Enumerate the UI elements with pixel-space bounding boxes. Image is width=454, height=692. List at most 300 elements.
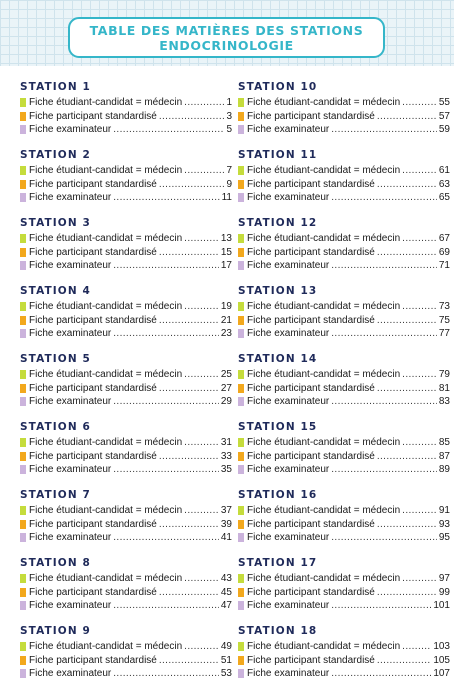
- page-number: 21: [220, 314, 232, 326]
- toc-entry[interactable]: [238, 327, 450, 341]
- page-number: 25: [220, 369, 232, 380]
- entry-label: Fiche étudiant-candidat = médecin: [247, 165, 401, 176]
- right-column: [238, 80, 450, 692]
- station-title: STATION 7: [20, 489, 91, 501]
- station-block: [238, 352, 450, 420]
- page-number: 53: [220, 668, 232, 680]
- entry-label: Fiche étudiant-candidat = médecin: [29, 573, 183, 584]
- toc-entry[interactable]: [20, 110, 232, 124]
- dot-leader: [331, 191, 437, 205]
- station-block: [238, 420, 450, 488]
- dot-leader: [159, 450, 219, 464]
- entry-label: Fiche examinateur: [247, 532, 330, 544]
- entry-label: Fiche participant standardisé: [247, 518, 375, 530]
- dot-leader: [377, 110, 437, 124]
- color-marker-icon: [20, 574, 26, 583]
- page-number: 65: [438, 192, 450, 204]
- dot-leader: [331, 395, 437, 409]
- page-number: 77: [438, 328, 450, 340]
- page-number: 23: [220, 328, 232, 340]
- page-number: 55: [438, 97, 450, 108]
- color-marker-icon: [238, 125, 244, 134]
- entry-label: Fiche participant standardisé: [29, 246, 157, 258]
- dot-leader: [377, 382, 437, 396]
- color-marker-icon: [238, 506, 244, 515]
- toc-entry[interactable]: [20, 395, 232, 409]
- station-title: STATION 10: [238, 81, 318, 93]
- entry-label: Fiche étudiant-candidat = médecin: [29, 301, 183, 312]
- color-marker-icon: [238, 180, 244, 189]
- dot-leader: [184, 436, 219, 450]
- toc-entry[interactable]: [20, 572, 232, 586]
- page-number: 101: [433, 600, 450, 612]
- toc-entry[interactable]: [238, 599, 450, 613]
- dot-leader: [113, 599, 219, 613]
- color-marker-icon: [238, 397, 244, 406]
- dot-leader: [184, 300, 219, 314]
- color-marker-icon: [238, 588, 244, 597]
- toc-entry[interactable]: [238, 463, 450, 477]
- dot-leader: [184, 96, 224, 110]
- dot-leader: [331, 667, 431, 681]
- color-marker-icon: [20, 234, 26, 243]
- page-number: 69: [438, 246, 450, 258]
- page-number: 35: [220, 464, 232, 476]
- color-marker-icon: [20, 452, 26, 461]
- station-block: [238, 80, 450, 148]
- entry-label: Fiche étudiant-candidat = médecin: [247, 301, 401, 312]
- dot-leader: [377, 178, 437, 192]
- color-marker-icon: [20, 316, 26, 325]
- entry-label: Fiche examinateur: [29, 260, 112, 272]
- toc-entry[interactable]: [238, 246, 450, 260]
- color-marker-icon: [238, 193, 244, 202]
- station-title: STATION 16: [238, 489, 318, 501]
- toc-entry[interactable]: [20, 382, 232, 396]
- dot-leader: [159, 586, 219, 600]
- entry-label: Fiche étudiant-candidat = médecin: [29, 641, 183, 652]
- color-marker-icon: [20, 166, 26, 175]
- page-number: 73: [438, 301, 450, 312]
- page-number: 85: [438, 437, 450, 448]
- dot-leader: [113, 191, 219, 205]
- dot-leader: [159, 110, 225, 124]
- entry-label: Fiche examinateur: [247, 124, 330, 136]
- toc-entry[interactable]: [20, 531, 232, 545]
- dot-leader: [159, 654, 219, 668]
- station-block: [20, 284, 232, 352]
- toc-entry[interactable]: [238, 300, 450, 314]
- color-marker-icon: [20, 302, 26, 311]
- entry-label: Fiche participant standardisé: [247, 450, 375, 462]
- color-marker-icon: [238, 261, 244, 270]
- toc-entry[interactable]: [238, 504, 450, 518]
- station-title: STATION 12: [238, 217, 318, 229]
- dot-leader: [113, 259, 219, 273]
- toc-entry[interactable]: [20, 518, 232, 532]
- dot-leader: [184, 504, 219, 518]
- entry-label: Fiche participant standardisé: [29, 518, 157, 530]
- toc-entry[interactable]: [20, 654, 232, 668]
- color-marker-icon: [238, 642, 244, 651]
- dot-leader: [159, 246, 219, 260]
- dot-leader: [113, 463, 219, 477]
- color-marker-icon: [238, 302, 244, 311]
- color-marker-icon: [20, 438, 26, 447]
- color-marker-icon: [20, 642, 26, 651]
- entry-label: Fiche participant standardisé: [247, 654, 375, 666]
- color-marker-icon: [20, 112, 26, 121]
- color-marker-icon: [20, 669, 26, 678]
- toc-entry[interactable]: [20, 232, 232, 246]
- toc-entry[interactable]: [238, 314, 450, 328]
- toc-entry[interactable]: [20, 123, 232, 137]
- entry-label: Fiche examinateur: [29, 328, 112, 340]
- station-title: STATION 3: [20, 217, 91, 229]
- entry-label: Fiche étudiant-candidat = médecin: [29, 369, 183, 380]
- station-block: [20, 148, 232, 216]
- station-block: [20, 624, 232, 692]
- page-number: 95: [438, 532, 450, 544]
- color-marker-icon: [20, 248, 26, 257]
- page-number: 45: [220, 586, 232, 598]
- entry-label: Fiche étudiant-candidat = médecin: [29, 437, 183, 448]
- entry-label: Fiche examinateur: [247, 260, 330, 272]
- page-number: 11: [221, 192, 232, 204]
- station-title: STATION 6: [20, 421, 91, 433]
- page-number: 31: [220, 437, 232, 448]
- page-number: 29: [220, 396, 232, 408]
- dot-leader: [113, 667, 219, 681]
- toc-entry[interactable]: [238, 259, 450, 273]
- toc-entry[interactable]: [238, 123, 450, 137]
- entry-label: Fiche étudiant-candidat = médecin: [247, 369, 401, 380]
- station-block: [238, 488, 450, 556]
- color-marker-icon: [20, 261, 26, 270]
- station-block: [238, 556, 450, 624]
- page-number: 19: [220, 301, 232, 312]
- toc-entry[interactable]: [20, 314, 232, 328]
- color-marker-icon: [20, 329, 26, 338]
- dot-leader: [331, 463, 437, 477]
- station-block: [238, 148, 450, 216]
- page-number: 1: [226, 97, 232, 108]
- dot-leader: [159, 178, 225, 192]
- entry-label: Fiche participant standardisé: [29, 178, 157, 190]
- entry-label: Fiche étudiant-candidat = médecin: [247, 573, 401, 584]
- station-title: STATION 13: [238, 285, 318, 297]
- entry-label: Fiche étudiant-candidat = médecin: [247, 505, 401, 516]
- entry-label: Fiche étudiant-candidat = médecin: [29, 97, 183, 108]
- page-number: 3: [226, 110, 232, 122]
- dot-leader: [184, 164, 224, 178]
- toc-entry[interactable]: [238, 368, 450, 382]
- left-column: [20, 80, 232, 692]
- station-block: [20, 488, 232, 556]
- dot-leader: [184, 232, 219, 246]
- color-marker-icon: [238, 520, 244, 529]
- page-number: 81: [438, 382, 450, 394]
- dot-leader: [402, 232, 437, 246]
- entry-label: Fiche examinateur: [29, 600, 112, 612]
- toc-entry[interactable]: [238, 436, 450, 450]
- entry-label: Fiche examinateur: [247, 600, 330, 612]
- color-marker-icon: [20, 533, 26, 542]
- toc-entry[interactable]: [238, 395, 450, 409]
- toc-entry[interactable]: [20, 436, 232, 450]
- color-marker-icon: [238, 384, 244, 393]
- entry-label: Fiche étudiant-candidat = médecin: [247, 97, 401, 108]
- page-number: 39: [220, 518, 232, 530]
- entry-label: Fiche étudiant-candidat = médecin: [247, 437, 401, 448]
- dot-leader: [331, 599, 431, 613]
- station-title: STATION 5: [20, 353, 91, 365]
- page-number: 83: [438, 396, 450, 408]
- color-marker-icon: [238, 329, 244, 338]
- color-marker-icon: [20, 520, 26, 529]
- toc-entry[interactable]: [20, 599, 232, 613]
- page-number: 97: [438, 573, 450, 584]
- entry-label: Fiche participant standardisé: [29, 450, 157, 462]
- station-block: [20, 556, 232, 624]
- entry-label: Fiche examinateur: [247, 396, 330, 408]
- dot-leader: [331, 259, 437, 273]
- toc-entry[interactable]: [20, 246, 232, 260]
- page-number: 59: [438, 124, 450, 136]
- dot-leader: [113, 531, 219, 545]
- color-marker-icon: [20, 384, 26, 393]
- station-title: STATION 17: [238, 557, 318, 569]
- toc-entry[interactable]: [20, 368, 232, 382]
- entry-label: Fiche étudiant-candidat = médecin: [29, 505, 183, 516]
- entry-label: Fiche étudiant-candidat = médecin: [247, 641, 401, 652]
- page-number: 43: [220, 573, 232, 584]
- toc-entry[interactable]: [20, 640, 232, 654]
- page-number: 13: [220, 233, 232, 244]
- color-marker-icon: [20, 193, 26, 202]
- toc-entry[interactable]: [238, 178, 450, 192]
- page-title: TABLE DES MATIÈRES DES STATIONS: [89, 22, 364, 38]
- page-number: 5: [226, 124, 232, 136]
- station-title: STATION 9: [20, 625, 91, 637]
- dot-leader: [377, 586, 437, 600]
- color-marker-icon: [238, 98, 244, 107]
- entry-label: Fiche examinateur: [29, 124, 112, 136]
- page-number: 51: [220, 654, 232, 666]
- entry-label: Fiche étudiant-candidat = médecin: [247, 233, 401, 244]
- dot-leader: [402, 368, 437, 382]
- page-number: 105: [433, 654, 450, 666]
- toc-entry[interactable]: [238, 110, 450, 124]
- page-number: 107: [433, 668, 450, 680]
- toc-entry[interactable]: [20, 667, 232, 681]
- page-number: 75: [438, 314, 450, 326]
- page-number: 87: [438, 450, 450, 462]
- dot-leader: [377, 518, 437, 532]
- dot-leader: [184, 572, 219, 586]
- toc-entry[interactable]: [20, 327, 232, 341]
- dot-leader: [113, 395, 219, 409]
- page-number: 71: [438, 260, 450, 272]
- toc-entry[interactable]: [238, 572, 450, 586]
- station-title: STATION 18: [238, 625, 318, 637]
- dot-leader: [402, 96, 437, 110]
- color-marker-icon: [20, 601, 26, 610]
- page-number: 99: [438, 586, 450, 598]
- toc-entry[interactable]: [20, 178, 232, 192]
- dot-leader: [377, 246, 437, 260]
- toc-entry[interactable]: [20, 96, 232, 110]
- color-marker-icon: [238, 574, 244, 583]
- entry-label: Fiche examinateur: [247, 328, 330, 340]
- color-marker-icon: [238, 656, 244, 665]
- toc-entry[interactable]: [238, 640, 450, 654]
- toc-entry[interactable]: [20, 191, 232, 205]
- toc-entry[interactable]: [238, 518, 450, 532]
- entry-label: Fiche participant standardisé: [247, 586, 375, 598]
- page-subtitle: ENDOCRINOLOGIE: [159, 37, 294, 53]
- color-marker-icon: [20, 370, 26, 379]
- entry-label: Fiche participant standardisé: [29, 586, 157, 598]
- dot-leader: [331, 531, 437, 545]
- page-number: 37: [220, 505, 232, 516]
- color-marker-icon: [20, 180, 26, 189]
- color-marker-icon: [20, 98, 26, 107]
- page-number: 7: [226, 165, 232, 176]
- page-number: 61: [438, 165, 450, 176]
- color-marker-icon: [238, 112, 244, 121]
- dot-leader: [113, 123, 224, 137]
- color-marker-icon: [20, 465, 26, 474]
- station-title: STATION 11: [238, 149, 318, 161]
- color-marker-icon: [20, 125, 26, 134]
- entry-label: Fiche participant standardisé: [29, 110, 157, 122]
- page-number: 103: [433, 641, 450, 652]
- dot-leader: [402, 504, 437, 518]
- toc-entry[interactable]: [20, 450, 232, 464]
- page-number: 63: [438, 178, 450, 190]
- station-block: [238, 216, 450, 284]
- station-block: [238, 284, 450, 352]
- page-number: 41: [220, 532, 232, 544]
- color-marker-icon: [20, 588, 26, 597]
- entry-label: Fiche examinateur: [29, 532, 112, 544]
- page-number: 67: [438, 233, 450, 244]
- toc-entry[interactable]: [20, 259, 232, 273]
- toc-entry[interactable]: [238, 96, 450, 110]
- dot-leader: [159, 382, 219, 396]
- color-marker-icon: [238, 316, 244, 325]
- color-marker-icon: [238, 370, 244, 379]
- page-number: 27: [220, 382, 232, 394]
- entry-label: Fiche examinateur: [29, 192, 112, 204]
- station-block: [20, 216, 232, 284]
- dot-leader: [402, 300, 437, 314]
- color-marker-icon: [238, 533, 244, 542]
- page-number: 93: [438, 518, 450, 530]
- color-marker-icon: [20, 656, 26, 665]
- toc-entry[interactable]: [238, 450, 450, 464]
- toc-entry[interactable]: [20, 300, 232, 314]
- station-title: STATION 14: [238, 353, 318, 365]
- color-marker-icon: [20, 397, 26, 406]
- dot-leader: [184, 640, 219, 654]
- entry-label: Fiche examinateur: [247, 192, 330, 204]
- page-number: 79: [438, 369, 450, 380]
- entry-label: Fiche participant standardisé: [247, 110, 375, 122]
- entry-label: Fiche examinateur: [29, 396, 112, 408]
- page-number: 15: [220, 246, 232, 258]
- dot-leader: [402, 164, 437, 178]
- color-marker-icon: [238, 166, 244, 175]
- dot-leader: [331, 327, 437, 341]
- page-number: 33: [220, 450, 232, 462]
- toc-entry[interactable]: [238, 531, 450, 545]
- page-number: 91: [438, 505, 450, 516]
- entry-label: Fiche examinateur: [29, 464, 112, 476]
- station-block: [20, 80, 232, 148]
- dot-leader: [184, 368, 219, 382]
- toc-entry[interactable]: [20, 463, 232, 477]
- entry-label: Fiche participant standardisé: [247, 382, 375, 394]
- dot-leader: [159, 518, 219, 532]
- toc-entry[interactable]: [238, 232, 450, 246]
- entry-label: Fiche participant standardisé: [247, 246, 375, 258]
- toc-entry[interactable]: [238, 654, 450, 668]
- dot-leader: [377, 450, 437, 464]
- color-marker-icon: [238, 248, 244, 257]
- toc-entry[interactable]: [238, 382, 450, 396]
- dot-leader: [159, 314, 219, 328]
- color-marker-icon: [238, 669, 244, 678]
- entry-label: Fiche examinateur: [29, 668, 112, 680]
- page-number: 57: [438, 110, 450, 122]
- station-title: STATION 2: [20, 149, 91, 161]
- page-number: 89: [438, 464, 450, 476]
- entry-label: Fiche participant standardisé: [247, 178, 375, 190]
- color-marker-icon: [238, 452, 244, 461]
- color-marker-icon: [20, 506, 26, 515]
- page-number: 9: [226, 178, 232, 190]
- toc-entry[interactable]: [238, 586, 450, 600]
- station-block: [20, 352, 232, 420]
- page-number: 49: [220, 641, 232, 652]
- toc-entry[interactable]: [20, 164, 232, 178]
- entry-label: Fiche étudiant-candidat = médecin: [29, 165, 183, 176]
- entry-label: Fiche participant standardisé: [29, 314, 157, 326]
- toc-entry[interactable]: [20, 504, 232, 518]
- color-marker-icon: [238, 234, 244, 243]
- entry-label: Fiche examinateur: [247, 668, 330, 680]
- page-number: 17: [220, 260, 232, 272]
- toc-entry[interactable]: [238, 667, 450, 681]
- toc-entry[interactable]: [20, 586, 232, 600]
- entry-label: Fiche participant standardisé: [247, 314, 375, 326]
- dot-leader: [402, 640, 431, 654]
- color-marker-icon: [238, 601, 244, 610]
- toc-entry[interactable]: [238, 191, 450, 205]
- page-number: 47: [220, 600, 232, 612]
- dot-leader: [377, 654, 431, 668]
- entry-label: Fiche étudiant-candidat = médecin: [29, 233, 183, 244]
- dot-leader: [331, 123, 437, 137]
- entry-label: Fiche participant standardisé: [29, 654, 157, 666]
- title-box: [68, 17, 385, 58]
- toc-entry[interactable]: [238, 164, 450, 178]
- color-marker-icon: [238, 438, 244, 447]
- station-title: STATION 4: [20, 285, 91, 297]
- dot-leader: [402, 572, 437, 586]
